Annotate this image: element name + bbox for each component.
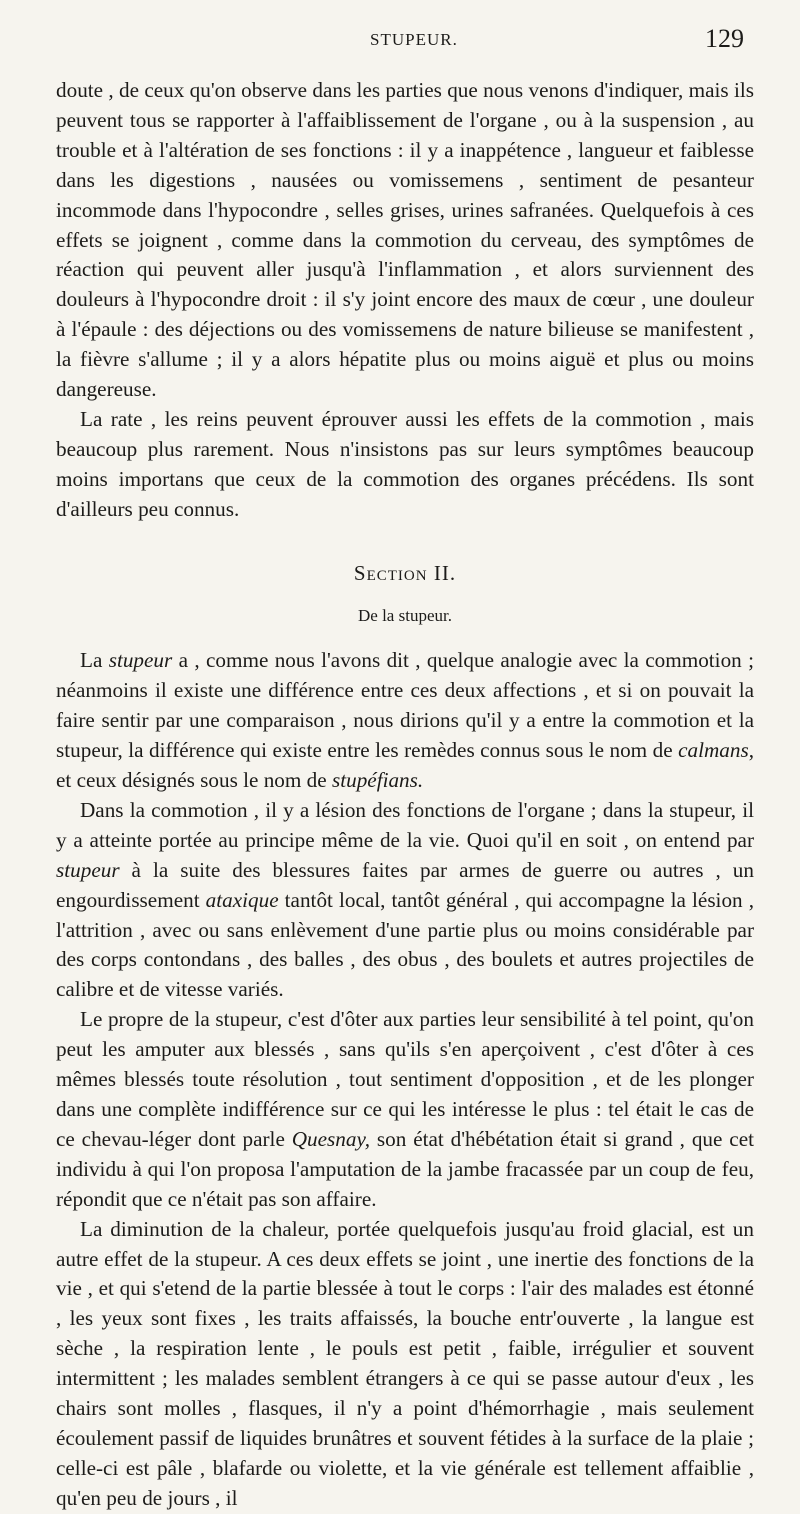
p4-term-ataxique: ataxique bbox=[205, 887, 279, 912]
paragraph-2: La rate , les reins peuvent éprouver aussi les effets de la commotion , mais beaucoup plus rarement. Nous n'insistons pas sur leurs symptômes beaucoup moins importans que ceux de la commotion des organes précédens. Ils sont d'ailleurs peu connus. bbox=[56, 406, 754, 521]
paragraph-1: doute , de ceux qu'on observe dans les parties que nous venons d'indiquer, mais ils peuvent tous se rapporter à l'affaiblissement de l'organe , ou à la suspension , au trouble et à l'altération de ses fonctions : il y a inappétence , langueur et faiblesse dans les digestions , nausées ou vomissemens , sentiment de pesanteur incommode dans l'hypocondre , selles grises, urines safranées. Quelquefois à ces effets se joignent , comme dans la commotion du cerveau, des symptômes de réaction qui peuvent aller jusqu'à l'inflammation , et alors surviennent des douleurs à l'hypocondre droit : il s'y joint encore des maux de cœur , une douleur à l'épaule : des déjections ou des vomissemens de nature bilieuse se manifestent , la fièvre s'allume ; il y a alors hépatite plus ou moins aiguë et plus ou moins dangereuse. bbox=[56, 78, 754, 402]
running-title: STUPEUR. bbox=[370, 30, 458, 49]
p4-text-b: à la suite des blessures faites par armes de guerre ou autres , un engourdissement bbox=[56, 857, 754, 912]
p3-text-c: , et ceux désignés sous le nom de bbox=[56, 738, 754, 793]
page-number: 129 bbox=[705, 24, 744, 53]
paragraph-5 bbox=[56, 1005, 754, 1214]
p3-term-stupeur: stupeur bbox=[108, 648, 173, 673]
p4-text-c: tantôt local, tantôt général , qui accompagne la lésion , l'attrition , avec ou sans enlèvement d'une partie plus ou moins considérable par des corps contondans , des balles , des obus , des boulets et autres projectiles de calibre et de vitesse variés. bbox=[56, 887, 754, 1002]
paragraph-3 bbox=[56, 646, 754, 796]
p5-name-quesnay: Quesnay, bbox=[291, 1126, 370, 1151]
p3-text-b: a , comme nous l'avons dit , quelque analogie avec la commotion ; néanmoins il existe une différence entre ces deux affections , et si on pouvait la faire sentir par une comparaison , nous dirions qu'il y a entre la commotion et la stupeur, la différence qui existe entre les remèdes connus sous le nom de bbox=[56, 648, 754, 763]
paragraph-4 bbox=[56, 796, 754, 1005]
page-body bbox=[56, 76, 754, 1514]
p3-text-a: La bbox=[80, 648, 109, 673]
p3-term-calmans: calmans bbox=[678, 738, 749, 763]
p4-text-a: Dans la commotion , il y a lésion des fonctions de l'organe ; dans la stupeur, il y a atteinte portée au principe même de la vie. Quoi qu'il en soit , on entend par bbox=[56, 797, 754, 852]
section-subtitle: De la stupeur. bbox=[358, 605, 452, 625]
p4-term-stupeur: stupeur bbox=[56, 857, 120, 882]
paragraph-6: La diminution de la chaleur, portée quelquefois jusqu'au froid glacial, est un autre effet de la stupeur. A ces deux effets se joint , une inertie des fonctions de la vie , et qui s'etend de la partie blessée à tout le corps : l'air des malades est étonné , les yeux sont fixes , les traits affaissés, la bouche entr'ouverte , la langue est sèche , la respiration lente , le pouls est petit , faible, irrégulier et souvent intermittent ; les malades semblent étrangers à ce qui se passe autour d'eux , les chairs sont molles , flasques, il n'y a point d'hémorrhagie , mais seulement écoulement passif de liquides brunâtres et souvent fétides à la surface de la plaie ; celle-ci est pâle , blafarde ou violette, et la vie générale est tellement affaiblie , qu'en peu de jours , il bbox=[56, 1216, 754, 1510]
p5-text-a: Le propre de la stupeur, c'est d'ôter aux parties leur sensibilité à tel point, qu'on peut les amputer aux blessés , sans qu'ils s'en aperçoivent , c'est d'ôter à ces mêmes blessés toute résolution , tout sentiment d'opposition , et de les plonger dans une complète indifférence sur ce qui les intéresse le plus : tel était le cas de ce chevau-léger dont parle bbox=[56, 1007, 754, 1151]
running-head bbox=[0, 24, 800, 60]
p3-term-stupefians: stupéfians. bbox=[331, 768, 424, 793]
section-title: Section II. bbox=[353, 560, 457, 585]
p5-text-b: son état d'hébétation était si grand , que cet individu à qui l'on proposa l'amputation de la jambe fracassée par un coup de feu, répondit que ce n'était pas son affaire. bbox=[56, 1126, 754, 1211]
